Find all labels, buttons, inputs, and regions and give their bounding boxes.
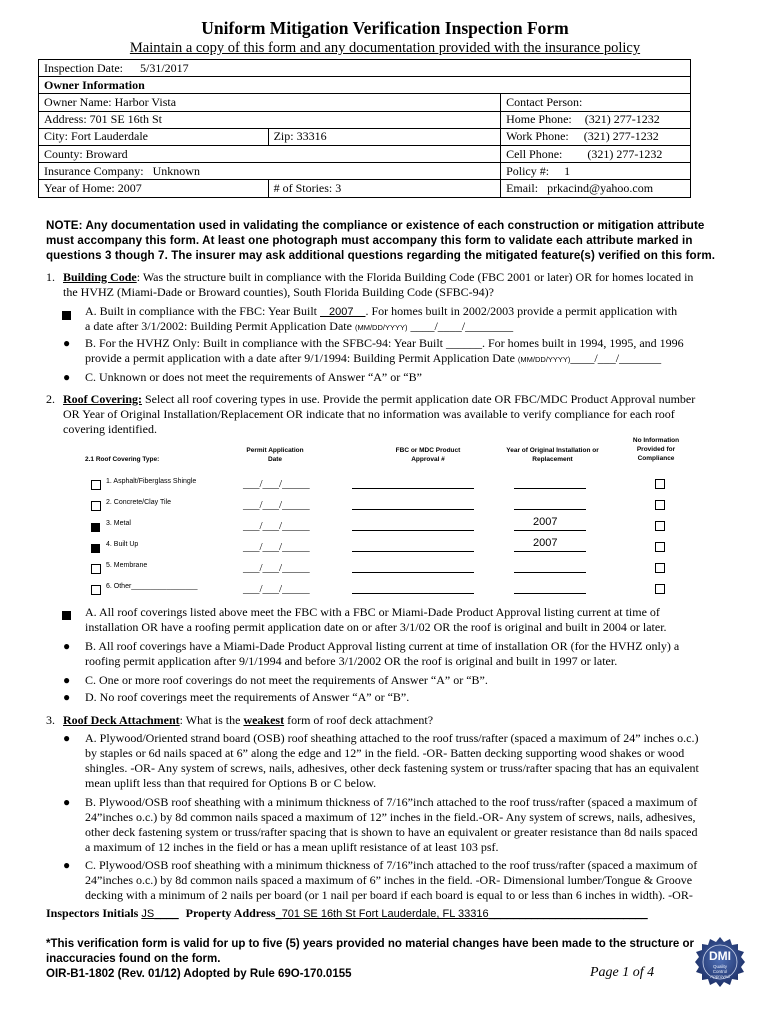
q1-heading: Building Code (63, 270, 137, 284)
q1-a-text-b: . For homes built in 2002/2003 provide a permit application with (365, 304, 678, 318)
q3-a-line3: shingles. -OR- Any system of screws, nails, adhesives, other deck fastening system or truss/rafter spacing that has an equivalent (85, 761, 699, 775)
q3-c-line2: 24”inches o.c.) by 8d common nails spaced a maximum of 6” inches in the field. -OR- Dimensional lumber/Tongue & Groove (85, 873, 693, 887)
fbc-approval-field[interactable] (352, 572, 474, 573)
contact-person-label: Contact Person: (506, 94, 583, 109)
q3-a-line2: by staples or 6d nails spaced at 6” along the edge and 12” in the field. -OR- Batten decking supporting wood shakes or wood (85, 746, 685, 760)
stories-label: # of Stories: (273, 180, 333, 195)
city-label: City: (44, 129, 69, 144)
permit-date-field[interactable]: ___/___/_____ (243, 583, 310, 595)
year-install-field[interactable] (514, 509, 586, 510)
fbc-approval-field[interactable] (352, 593, 474, 594)
address-cell[interactable] (39, 111, 501, 128)
q1-question (63, 270, 693, 285)
q2-a-line1: A. All roof coverings listed above meet the FBC with a FBC or Miami-Dade Product Approval listing current at time of (85, 605, 660, 619)
no-info-checkbox[interactable] (655, 476, 665, 494)
q1-a-text: A. Built in compliance with the FBC: Year Built (85, 304, 320, 318)
q3-a-line4: mean uplift less than that required for Options B or C below. (85, 776, 377, 790)
col-roof-type: 2.1 Roof Covering Type: (85, 456, 160, 463)
county-label: County: (44, 146, 83, 161)
county-cell[interactable] (39, 145, 501, 162)
q3-b-line3: other deck fastening system or truss/rafter spacing that is shown to have an equivalent or greater resistance than 8d nails spaced (85, 825, 698, 839)
footer-initials-row (46, 906, 648, 921)
q1-a-line2 (85, 319, 513, 335)
no-info-checkbox[interactable] (655, 497, 665, 515)
roof-type-checkbox[interactable] (91, 519, 100, 537)
q2-c-bullet[interactable]: ● (63, 673, 71, 687)
email-cell[interactable] (501, 180, 691, 197)
q2-b-bullet[interactable]: ● (63, 639, 71, 653)
owner-name-label: Owner Name: (44, 94, 112, 109)
q3-a-line1: A. Plywood/Oriented strand board (OSB) roof sheathing attached to the roof truss/rafter (spaced a maximum of 24” inches o.c.) (85, 731, 699, 745)
no-info-checkbox[interactable] (655, 560, 665, 578)
initials-value-text: JS (141, 908, 155, 920)
roof-type-checkbox[interactable] (91, 498, 101, 516)
q2-b-line1: B. All roof coverings have a Miami-Dade Product Approval listing current at time of installation OR (for the HVHZ only) a (85, 639, 680, 653)
year-of-home-value[interactable]: 2007 (117, 180, 142, 195)
q2-d-bullet[interactable]: ● (63, 690, 71, 704)
stories-cell[interactable] (268, 180, 500, 197)
q2-b-line2: roofing permit application after 9/1/1994 and before 3/1/2002 OR the roof is original and built in 1997 or later. (85, 654, 618, 668)
form-id: OIR-B1-1802 (Rev. 01/12) Adopted by Rule 69O-170.0155 (46, 968, 352, 980)
validity-line1: *This verification form is valid for up to five (5) years provided no material changes have been made to the structure or (46, 938, 694, 950)
q3-text-a: : What is the (179, 713, 244, 727)
q2-a-checkbox[interactable] (62, 607, 71, 625)
q3-c-line1: C. Plywood/OSB roof sheathing with a minimum thickness of 7/16”inch attached to the roof truss/rafter (spaced a maximum of (85, 858, 698, 872)
q1-b-permit-text: provide a permit application with a date after 9/1/1994: Building Permit Application Date (85, 351, 518, 365)
col-year-install: Year of Original Installation or Replacement (506, 447, 599, 463)
insurance-value[interactable]: Unknown (152, 163, 200, 178)
q2-text1: Select all roof covering types in use. Provide the permit application date OR FBC/MDC Product Approval number (141, 392, 696, 406)
insurance-cell[interactable] (39, 163, 501, 180)
zip-label: Zip: (273, 129, 294, 144)
q3-b-line1: B. Plywood/OSB roof sheathing with a minimum thickness of 7/16”inch attached to the roof truss/rafter (spaced a maximum of (85, 795, 698, 809)
q2-text3: covering identified. (63, 422, 157, 436)
q3-heading: Roof Deck Attachment (63, 713, 180, 727)
q1-b-date-blank[interactable]: ____/___/_______ (570, 351, 662, 365)
permit-date-field[interactable]: ___/___/_____ (243, 562, 310, 574)
contact-person-cell[interactable] (501, 94, 691, 111)
q3-number: 3. (46, 713, 55, 727)
q1-a-year[interactable] (320, 304, 365, 318)
q1-c-text: C. Unknown or does not meet the requirements of Answer “A” or “B” (85, 370, 422, 384)
permit-date-field[interactable]: ___/___/_____ (243, 499, 310, 511)
col-no-info: No Information Provided for Compliance (632, 437, 680, 462)
q1-a-permit-text: a date after 3/1/2002: Building Permit Application Date (85, 319, 355, 333)
year-install-field[interactable] (514, 551, 586, 552)
q3-b-bullet[interactable]: ● (63, 795, 71, 809)
q2-c-text: C. One or more roof coverings do not meet the requirements of Answer “A” or “B”. (85, 673, 488, 687)
roof-type-label: 6. Other_________________ (106, 583, 198, 590)
property-address-text: 701 SE 16th St Fort Lauderdale, FL 33316 (281, 908, 489, 920)
q2-a-line2: installation OR have a roofing permit application date on or after 3/1/02 OR the roof is original and built in 2004 or later. (85, 620, 667, 634)
zip-value[interactable]: 33316 (296, 129, 327, 144)
q2-d-text: D. No roof coverings meet the requirements of Answer “A” or “B”. (85, 690, 410, 704)
no-info-checkbox[interactable] (655, 581, 665, 599)
q3-b-line4: a maximum of 12 inches in the field or has a mean uplift resistance of at least 103 psf. (85, 840, 499, 854)
work-phone-cell[interactable] (501, 128, 691, 145)
inspection-date-row (39, 60, 691, 77)
home-phone-label: Home Phone: (506, 112, 572, 127)
no-info-checkbox[interactable] (655, 539, 665, 557)
roof-type-checkbox[interactable] (91, 540, 100, 558)
q3-c-line3: decking with a minimum of 2 nails per board (or 1 nail per board if each board is equal to or less than 6 inches in width). -OR- (85, 888, 693, 902)
page-number: Page 1 of 4 (590, 965, 655, 980)
q3-c-bullet[interactable]: ● (63, 858, 71, 872)
year-install-field[interactable] (514, 530, 586, 531)
stories-value[interactable]: 3 (335, 180, 342, 195)
seal-text: DMI (709, 949, 731, 963)
year-install-field[interactable] (514, 593, 586, 594)
q3-a-bullet[interactable]: ● (63, 731, 71, 745)
form-subtitle: Maintain a copy of this form and any documentation provided with the insurance policy (129, 40, 641, 56)
permit-date-field[interactable]: ___/___/_____ (243, 478, 310, 490)
fbc-approval-field[interactable] (352, 530, 474, 531)
q1-a-date-blank[interactable]: ____/____/________ (407, 319, 514, 333)
cell-phone-value[interactable]: (321) 277-1232 (587, 146, 663, 161)
permit-date-field[interactable]: ___/___/_____ (243, 520, 310, 532)
q2-question (63, 392, 695, 407)
roof-type-checkbox[interactable] (91, 561, 101, 579)
year-install-field[interactable] (514, 488, 586, 489)
policy-cell[interactable] (501, 163, 691, 180)
q1-a-line1 (85, 304, 677, 320)
email-label: Email: (506, 180, 539, 195)
year-of-home-label: Year of Home: (44, 180, 115, 195)
validity-line2: inaccuracies found on the form. (46, 953, 221, 965)
fbc-approval-field[interactable] (352, 488, 474, 489)
year-install-value: 2007 (533, 537, 558, 549)
q1-text2: the HVHZ (Miami-Dade or Broward counties), South Florida Building Code (SFBC-94)? (63, 285, 494, 299)
address-value[interactable]: 701 SE 16th St (89, 112, 163, 127)
home-phone-value[interactable]: (321) 277-1232 (584, 112, 660, 127)
county-value[interactable]: Broward (85, 146, 128, 161)
q3-question (63, 713, 433, 728)
inspection-date-value[interactable]: 5/31/2017 (139, 60, 189, 75)
q1-b-line2 (85, 351, 661, 367)
policy-label: Policy #: (506, 163, 550, 178)
city-value[interactable]: Fort Lauderdale (71, 129, 148, 144)
email-value[interactable]: prkacind@yahoo.com (547, 180, 654, 195)
seal-subtext: Quality Control Approved (710, 964, 730, 979)
initials-value[interactable]: JS____ (141, 908, 179, 920)
q1-c-bullet[interactable]: ● (63, 370, 71, 384)
col-permit-date: Permit Application Date (246, 447, 304, 463)
property-address-label: Property Address (185, 906, 276, 920)
permit-date-field[interactable]: ___/___/_____ (243, 541, 310, 553)
owner-name-value[interactable]: Harbor Vista (114, 94, 177, 109)
q1-a-year-value: 2007 (329, 306, 354, 318)
q3-b-line2: 24”inches o.c.) by 8d common nails spaced a maximum of 12” inches in the field.-OR- Any system of screws, nails, adhesives, (85, 810, 696, 824)
city-cell[interactable] (39, 128, 269, 145)
fbc-approval-field[interactable] (352, 551, 474, 552)
property-address-value[interactable]: _701 SE 16th St Fort Lauderdale, FL 33316__________________________ (275, 908, 648, 920)
owner-info-heading: Owner Information (39, 77, 691, 94)
insurance-label: Insurance Company: (44, 163, 144, 178)
owner-info-table (38, 59, 691, 198)
policy-value[interactable]: 1 (564, 163, 571, 178)
q3-text-b: form of roof deck attachment? (284, 713, 434, 727)
cell-phone-cell[interactable] (501, 145, 691, 162)
roof-type-label: 5. Membrane (106, 562, 148, 569)
initials-label: Inspectors Initials (46, 906, 139, 920)
roof-type-label: 2. Concrete/Clay Tile (106, 499, 171, 506)
address-label: Address: (44, 112, 87, 127)
no-info-checkbox[interactable] (655, 518, 665, 536)
q1-text1: : Was the structure built in compliance with the Florida Building Code (FBC 2001 or later) OR for homes located in (136, 270, 694, 284)
year-install-value: 2007 (533, 516, 558, 528)
dmi-seal-icon (694, 936, 746, 988)
q1-number: 1. (46, 270, 55, 284)
fbc-approval-field[interactable] (352, 509, 474, 510)
q2-number: 2. (46, 392, 55, 406)
form-title: Uniform Mitigation Verification Inspection Form (201, 18, 569, 38)
roof-type-label: 4. Built Up (106, 541, 139, 548)
q1-b-bullet[interactable]: ● (63, 336, 71, 350)
roof-type-label: 1. Asphalt/Fiberglass Shingle (106, 478, 197, 485)
home-phone-cell[interactable] (501, 111, 691, 128)
col-fbc-approval: FBC or MDC Product Approval # (395, 447, 461, 463)
work-phone-label: Work Phone: (506, 129, 569, 144)
q2-heading: Roof Covering: (63, 392, 142, 406)
q1-b-line1: B. For the HVHZ Only: Built in compliance with the SFBC-94: Year Built ______. For homes built in 1994, 1995, and 1996 (85, 336, 684, 350)
documentation-note: NOTE: Any documentation used in validating the compliance or existence of each construction or mitigation attribute must accompany this form. At least one photograph must accompany this form to validate each attribute marked in questions 3 though 7. The insurer may ask additional questions regarding the mitigated feature(s) verified on this form. (46, 219, 716, 262)
q2-text2: OR Year of Original Installation/Replacement OR indicate that no information was available to verify compliance for each roof (63, 407, 675, 421)
roof-type-checkbox[interactable] (91, 582, 101, 600)
q1-a-checkbox[interactable] (62, 307, 71, 325)
year-install-field[interactable] (514, 572, 586, 573)
inspection-date-label: Inspection Date: (44, 60, 123, 75)
zip-cell[interactable] (268, 128, 500, 145)
owner-name-cell[interactable] (39, 94, 501, 111)
q3-weakest: weakest (243, 713, 285, 727)
roof-type-checkbox[interactable] (91, 477, 101, 495)
cell-phone-label: Cell Phone: (506, 146, 563, 161)
year-of-home-cell[interactable] (39, 180, 269, 197)
roof-type-label: 3. Metal (106, 520, 131, 527)
work-phone-value[interactable]: (321) 277-1232 (583, 129, 659, 144)
q1-b-date-format: (MM/DD/YYYY) (517, 355, 571, 364)
q1-a-date-format: (MM/DD/YYYY) (354, 323, 408, 332)
